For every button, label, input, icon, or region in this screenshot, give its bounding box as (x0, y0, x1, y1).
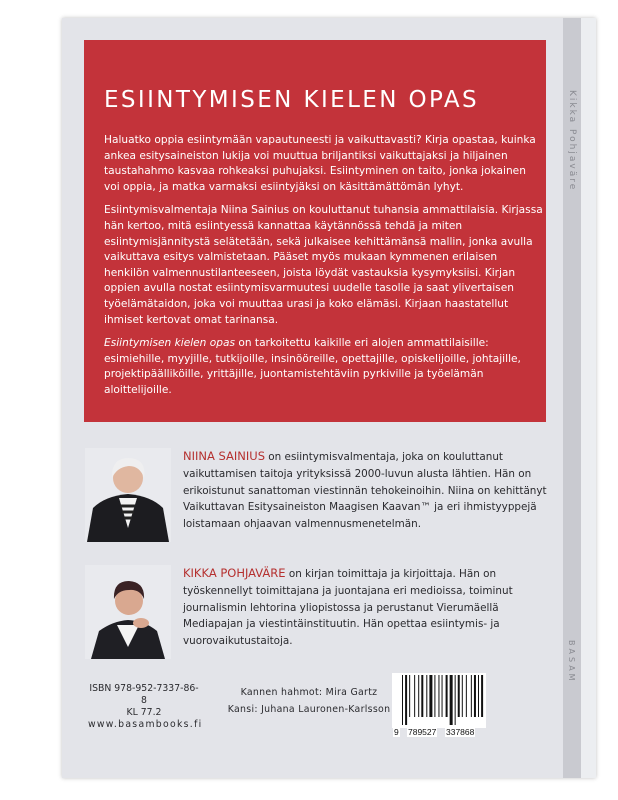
spine-face (581, 18, 596, 778)
isbn: ISBN 978-952-7337-86-8 (89, 683, 199, 706)
barcode-bar (421, 675, 423, 717)
barcode-bar (474, 675, 476, 717)
barcode-bar (450, 675, 453, 725)
blurb-text: on tarkoitettu kaikille eri alojen ammattilaisille: esimiehille, myyjille, tutkijoille, insinööreille, opettajille, opiskelijoille, johtajille, projektipäälliköille, yrittäjille, juontamistehtäviin pyrkiville ja työelämän aloittelijoille. (104, 337, 521, 396)
author-name: KIKKA POHJAVÄRE (183, 566, 286, 580)
spine-author: Kikka Pohjaväre (567, 90, 577, 192)
credits (214, 684, 404, 718)
barcode-digits: 337868 (446, 727, 475, 737)
book-title: ESIINTYMISEN KIELEN OPAS (104, 87, 479, 113)
barcode-bar (409, 675, 410, 717)
credit-cover: Kansi: Juhana Lauronen-Karlsson (227, 704, 391, 715)
blurb-paragraph: Haluatko oppia esiintymään vapautuneesti ja vaikuttavasti? Kirja opastaa, kuinka ankea esitysaineiston lukija voi muuttua briljantiksi vaikuttajaksi ja hiljainen taustahahmo kasvaa rohkeaksi puhujaksi. Esiintyminen on taito, jonka jokainen voi oppia, ja matka varmaksi esiintyjäksi on käsittämättömän lyhyt. (104, 134, 536, 193)
isbn-block (88, 683, 203, 731)
barcode-bar (402, 675, 403, 725)
barcode-bars (394, 675, 484, 725)
barcode-bar (414, 675, 415, 717)
barcode-bar (478, 675, 479, 717)
credit-characters: Kannen hahmot: Mira Gartz (240, 687, 378, 698)
barcode-bar (426, 675, 427, 717)
blurb (104, 133, 544, 407)
barcode-digits: 789527 (408, 727, 437, 737)
library-class: KL 77.2 (126, 707, 162, 718)
blurb-panel (84, 40, 546, 422)
author-name: NIINA SAINIUS (183, 449, 265, 463)
author-photo (85, 448, 171, 542)
author-bio: on kirjan toimittaja ja kirjoittaja. Hän on työskennellyt toimittajana ja juontajana eri medioissa, toiminut journalismin lehtorina yliopistossa ja perustanut Vierumäellä Mediapajan ja viestintäinstituutin. Hän opettaa esiintymis- ja vuorovaikutustaitoja. (183, 568, 513, 648)
barcode-digit: 9 (394, 727, 399, 737)
barcode-bar (438, 675, 439, 717)
barcode-bar (418, 675, 419, 717)
author-bio: on esiintymisvalmentaja, joka on kouluttanut vaikuttamisen taitoja yrityksissä 2000-luvun alusta lähtien. Hän on erikoistunut sanattoman viestinnän tehokeinoihin. Niina on kehittänyt Vaikuttavan Esitysaineiston Maagisen Kaavan™ ja eri ihmistyyppejä loistamaan ohjaavan valmennusmenetelmän. (183, 451, 547, 531)
barcode-bar (446, 675, 448, 717)
barcode-bar (405, 675, 407, 725)
blurb-paragraph (104, 336, 544, 398)
book-title-italic: Esiintymisen kielen opas (104, 337, 235, 350)
barcode-bar (429, 675, 432, 717)
barcode-bar (458, 675, 460, 717)
barcode-bar (471, 675, 472, 717)
barcode-bar (481, 675, 483, 717)
barcode-bar (442, 675, 443, 717)
barcode-bar (462, 675, 463, 717)
spine-publisher: BASAM (567, 640, 576, 684)
barcode-bar (466, 675, 467, 717)
barcode-bar (434, 675, 435, 717)
blurb-paragraph: Esiintymisvalmentaja Niina Sainius on kouluttanut tuhansia ammattilaisia. Kirjassa hän kertoo, mitä esiintyessä kannattaa käytännössä tehdä ja miten esiintymisjännitystä selätetään, sekä julkaisee kehittämänsä mallin, jonka avulla vaikuttava esitys valmistetaan. Pääset myös mukaan kymmenen erilaisen henkilön valmennustilanteeseen, joista löydät vastauksia kysymyksiisi. Kirjan oppien avulla nostat esiintymisvarmuutesi uudelle tasolle ja saat ylivertaisen työelämätaidon, joka voi muuttaa urasi ja koko elämäsi. Kirjaan haastatellut ihmiset kertovat omat tarinansa. (104, 204, 543, 326)
barcode-bar (455, 675, 456, 725)
publisher-website: www.basambooks.fi (88, 719, 203, 730)
barcode (392, 673, 486, 737)
author-photo (85, 565, 171, 659)
